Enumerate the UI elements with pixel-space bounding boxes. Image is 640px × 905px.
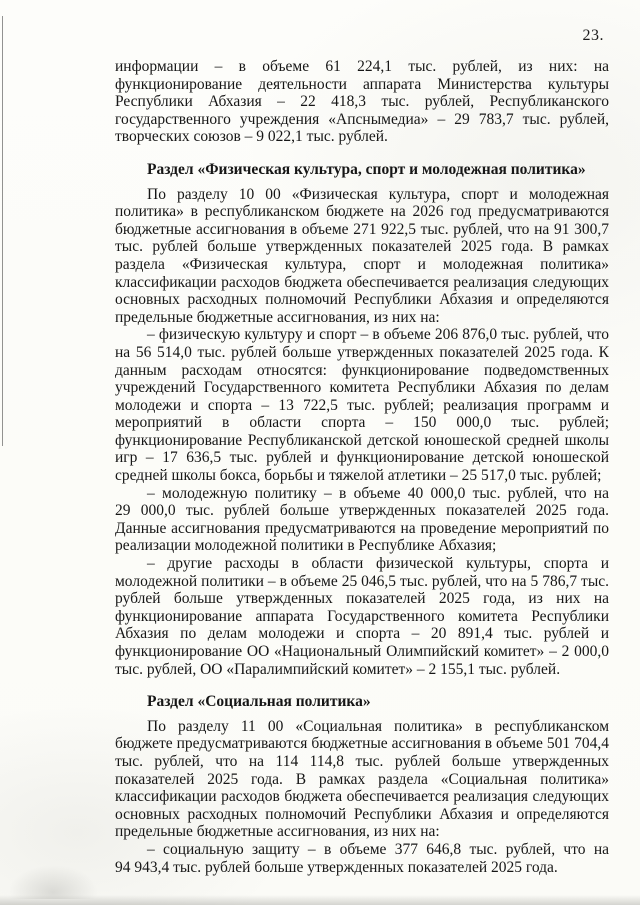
scan-artifact-bottom-shadow <box>0 895 640 905</box>
paragraph-social-protection-allocations: – социальную защиту – в объеме 377 646,8 тыс. рублей, что на 94 943,4 тыс. рублей больше утвержденных показателей 2025 года. <box>115 840 609 876</box>
paragraph-other-expenses-allocations: – другие расходы в области физической культуры, спорта и молодежной политики – в объеме 25 046,5 тыс. рублей, что на 5 786,7 тыс. рублей больше утвержденных показателей 2025 года, из них на функционирование аппарата Государственного комитета Республики Абхазия по делам молодежи и спорта – 20 891,4 тыс. рублей и функционирование ОО «Национальный Олимпийский комитет» – 2 000,0 тыс. рублей, ОО «Паралимпийский комитет» – 2 155,1 тыс. рублей. <box>115 555 609 678</box>
scan-artifact-corner-smudge <box>8 865 98 899</box>
section-header-physical-culture-sport-youth: Раздел «Физическая культура, спорт и молодежная политика» <box>147 160 586 178</box>
section-header-social-policy: Раздел «Социальная политика» <box>147 693 371 711</box>
page-number: 23. <box>582 27 604 44</box>
document-body <box>115 58 609 876</box>
paragraph-section-1100-overview: По разделу 11 00 «Социальная политика» в республиканском бюджете предусматриваются бюджетные ассигнования в объеме 501 704,4 тыс. рублей, что на 114 114,8 тыс. рублей больше утвержденных показателей 2025 года. В рамках раздела «Социальная политика» классификации расходов бюджета обеспечивается реализация следующих основных расходных полномочий Республики Абхазия и определяются предельные бюджетные ассигнования, из них на: <box>115 717 609 841</box>
paragraph-physical-culture-and-sport-allocations: – физическую культуру и спорт – в объеме 206 876,0 тыс. рублей, что на 56 514,0 тыс. рублей больше утвержденных показателей 2025 года. К данным расходам относятся: функционирование подведомственных учреждений Государственного комитета Республики Абхазия по делам молодежи и спорта – 13 722,5 тыс. рублей; реализация программ и мероприятий в области спорта – 150 000,0 тыс. рублей; функционирование Республиканской детской юношеской средней школы игр – 17 636,5 тыс. рублей и функционирование детской юношеской средней школы бокса, борьбы и тяжелой атлетики – 25 517,0 тыс. рублей; <box>115 326 609 485</box>
paragraph-youth-policy-allocations: – молодежную политику – в объеме 40 000,0 тыс. рублей, что на 29 000,0 тыс. рублей больше утвержденных показателей 2025 года. Данные ассигнования предусматриваются на проведение мероприятий по реализации молодежной политики в Республике Абхазия; <box>115 484 609 555</box>
paragraph-culture-information-continuation: информации – в объеме 61 224,1 тыс. рублей, из них: на функционирование деятельности аппарата Министерства культуры Республики Абхазия – 22 418,3 тыс. рублей, Республиканского государственного учреждения «Апснымедиа» – 29 783,7 тыс. рублей, творческих союзов – 9 022,1 тыс. рублей. <box>115 58 609 146</box>
scan-artifact-left-edge-line <box>2 16 3 446</box>
paragraph-section-1000-overview: По разделу 10 00 «Физическая культура, спорт и молодежная политика» в республиканском бюджете на 2026 год предусматриваются бюджетные ассигнования в объеме 271 922,5 тыс. рублей, что на 91 300,7 тыс. рублей больше утвержденных показателей 2025 года. В рамках раздела «Физическая культура, спорт и молодежная политика» классификации расходов бюджета обеспечивается реализация следующих основных расходных полномочий Республики Абхазия и определяются предельные бюджетные ассигнования, из них на: <box>115 185 609 326</box>
